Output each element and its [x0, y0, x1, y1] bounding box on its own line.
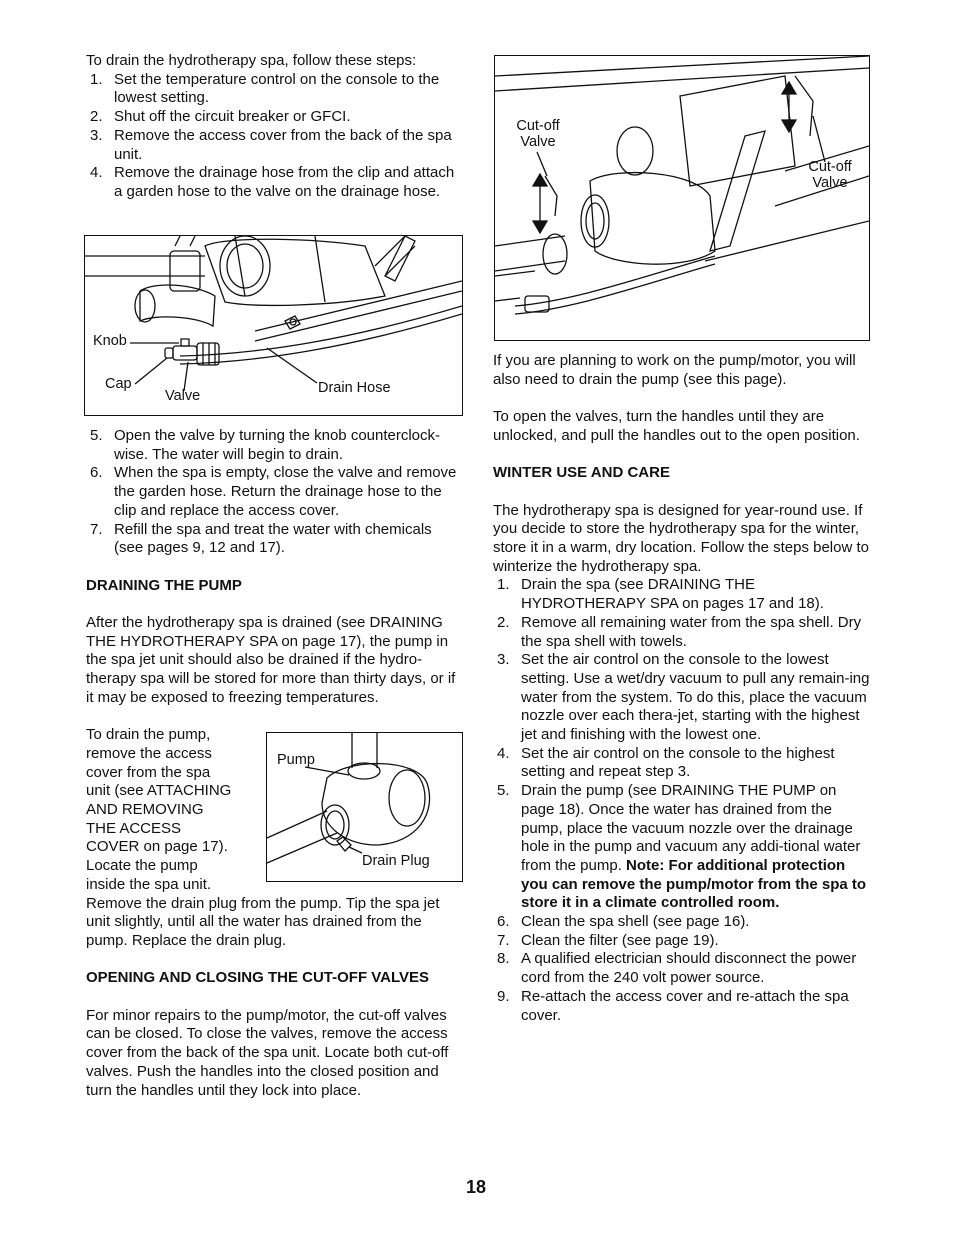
winter-steps [493, 576, 873, 1025]
winter-use-heading: WINTER USE AND CARE [493, 464, 670, 482]
page-number: 18 [466, 1177, 487, 1197]
pump-label: Pump [277, 752, 315, 768]
list-item: 4. Remove the drainage hose from the clip and attach a garden hose to the valve on the drainage hose. [90, 164, 455, 200]
list-item: 1. Set the temperature control on the console to the lowest setting. [90, 70, 440, 107]
draining-pump-paragraph: After the hydrotherapy spa is drained (see DRAINING THE HYDROTHERAPY SPA on page 17), the pump in the spa jet unit should also be drained if the hydro-therapy spa will be stored for more than thirty days, or if it may be exposed to freezing temperatures. [86, 614, 456, 706]
knob-label: Knob [93, 333, 127, 349]
drain-steps-b [86, 427, 464, 558]
cutoff-valves-illustration [495, 56, 869, 340]
open-valves-paragraph: To open the valves, turn the handles until they are unlocked, and pull the handles out to the open position. [493, 408, 860, 444]
cutoff-valve-left-label: Cut-off Valve [516, 118, 560, 150]
drain-hose-figure [84, 235, 463, 416]
left-column [86, 52, 464, 202]
list-item: 6. When the spa is empty, close the valve and remove the garden hose. Return the drainage hose to the clip and replace the access cover. [90, 464, 457, 519]
list-item: 7. Clean the filter (see page 19). [497, 931, 719, 949]
list-item: 2. Remove all remaining water from the spa shell. Dry the spa shell with towels. [497, 613, 862, 650]
winter-use-paragraph: The hydrotherapy spa is designed for year-round use. If you decide to store the hydrotherapy spa for the winter, store it in a warm, dry location. Follow the steps below to winterize the hydrotherapy spa. [493, 501, 869, 575]
list-item: 9. Re-attach the access cover and re-attach the spa cover. [497, 987, 849, 1024]
cutoff-valves-heading: OPENING AND CLOSING THE CUT-OFF VALVES [86, 969, 430, 987]
list-item: 1. Drain the spa (see DRAINING THE HYDROTHERAPY SPA on pages 17 and 18). [497, 576, 824, 613]
cutoff-valve-right-label: Cut-off Valve [808, 159, 852, 191]
list-item: 5. Open the valve by turning the knob counterclock-wise. The water will begin to drain. [90, 427, 441, 463]
drain-pump-instructions: To drain the pump, remove the access cover from the spa unit (see ATTACHING AND REMOVING THE ACCESS COVER on page 17). Locate the pump inside the spa unit. [86, 726, 232, 893]
drain-steps-a [86, 71, 464, 202]
cutoff-valves-figure [494, 55, 870, 341]
list-item: 4. Set the air control on the console to the highest setting and repeat step 3. [497, 744, 835, 781]
drain-plug-label: Drain Plug [362, 853, 430, 869]
cap-label: Cap [105, 376, 132, 392]
list-item: 3. Set the air control on the console to the lowest setting. Use a wet/dry vacuum to pull any remain-ing water from the system. To do this, place the vacuum nozzle over each thera-jet, starting with the highest jet and finishing with the lowest one. [497, 651, 870, 744]
valve-label: Valve [165, 388, 201, 404]
list-item: 6. Clean the spa shell (see page 16). [497, 913, 750, 931]
pump-motor-paragraph: If you are planning to work on the pump/motor, you will also need to drain the pump (see this page). [493, 352, 856, 388]
right-column [493, 352, 873, 1025]
list-item: 8. A qualified electrician should disconnect the power cord from the 240 volt power source. [497, 950, 857, 987]
list-item: 5. Drain the pump (see DRAINING THE PUMP on page 18). Once the water has drained from the pump, place the vacuum nozzle over the drainage hole in the pump and vacuum any addi-tional water from the pump. Note: For additional protection you can remove the pump/motor from the spa to store it in a climate controlled room. [497, 782, 867, 912]
cutoff-valves-paragraph: For minor repairs to the pump/motor, the cut-off valves can be closed. To close the valves, remove the access cover from the back of the spa unit. Locate both cut-off valves. Push the handles into the closed position and turn the handles until they lock into place. [86, 1006, 449, 1099]
drain-plug-paragraph: Remove the drain plug from the pump. Tip the spa jet unit slightly, until all the water has drained from the pump. Replace the drain plug. [86, 894, 440, 949]
list-item: 3. Remove the access cover from the back of the spa unit. [90, 126, 452, 163]
drain-hose-label: Drain Hose [318, 380, 391, 396]
draining-pump-heading: DRAINING THE PUMP [86, 576, 242, 594]
list-item: 2. Shut off the circuit breaker or GFCI. [90, 108, 351, 126]
drain-intro: To drain the hydrotherapy spa, follow these steps: [86, 52, 417, 69]
drain-hose-illustration [85, 236, 462, 415]
list-item: 7. Refill the spa and treat the water with chemicals (see pages 9, 12 and 17). [90, 520, 432, 557]
pump-drain-plug-figure [266, 732, 463, 882]
